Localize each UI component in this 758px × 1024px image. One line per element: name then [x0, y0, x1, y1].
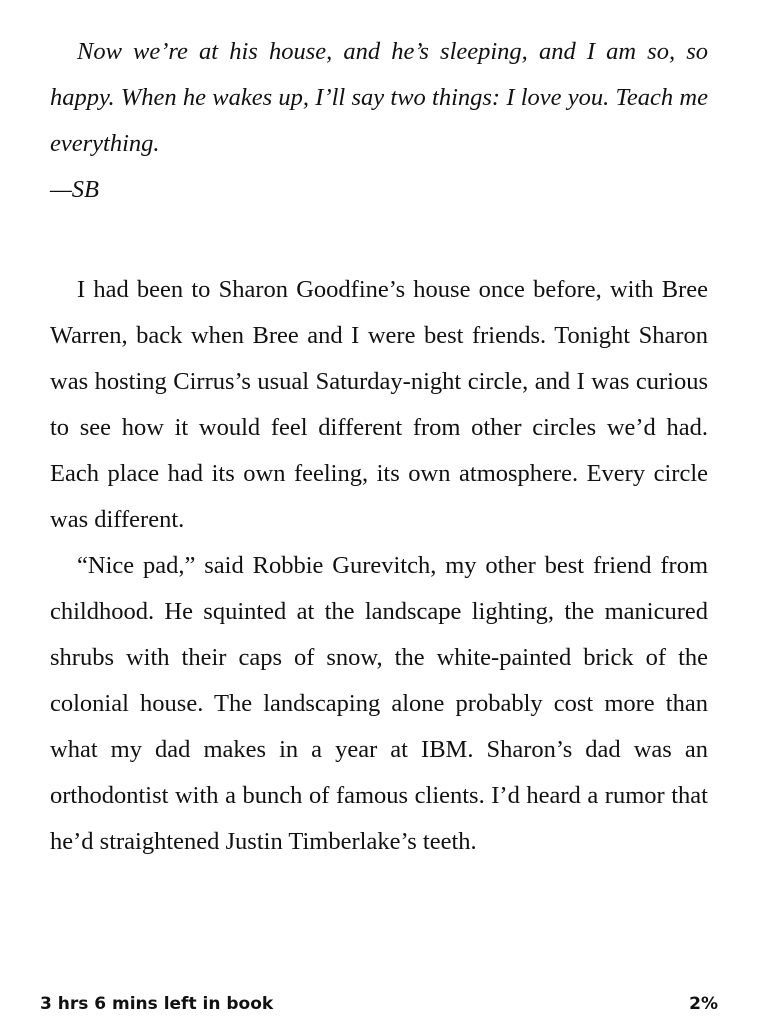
epigraph-signature: —SB: [50, 176, 99, 203]
progress-percent: 2%: [689, 994, 718, 1014]
epigraph-text: Now we’re at his house, and he’s sleeping, and I am so, so happy. When he wakes up, I’ll say two things: I love you. Teach me everything.: [50, 38, 708, 157]
book-page[interactable]: [50, 29, 708, 865]
reader-footer: [40, 990, 718, 1018]
paragraph-2: “Nice pad,” said Robbie Gurevitch, my other best friend from childhood. He squinted at the landscape lighting, the manicured shrubs with their caps of snow, the white-painted brick of the colonial house. The landscaping alone probably cost more than what my dad makes in a year at IBM. Sharon’s dad was an orthodontist with a bunch of famous clients. I’d heard a rumor that he’d straightened Justin Timberlake’s teeth.: [50, 552, 708, 855]
time-left-label[interactable]: 3 hrs 6 mins left in book: [40, 994, 274, 1014]
section-break: [50, 213, 708, 267]
paragraph-1: I had been to Sharon Goodfine’s house once before, with Bree Warren, back when Bree and I were best friends. Tonight Sharon was hosting Cirrus’s usual Saturday-night circle, and I was curious to see how it would feel different from other circles we’d had. Each place had its own feeling, its own atmosphere. Every circle was different.: [50, 276, 708, 533]
